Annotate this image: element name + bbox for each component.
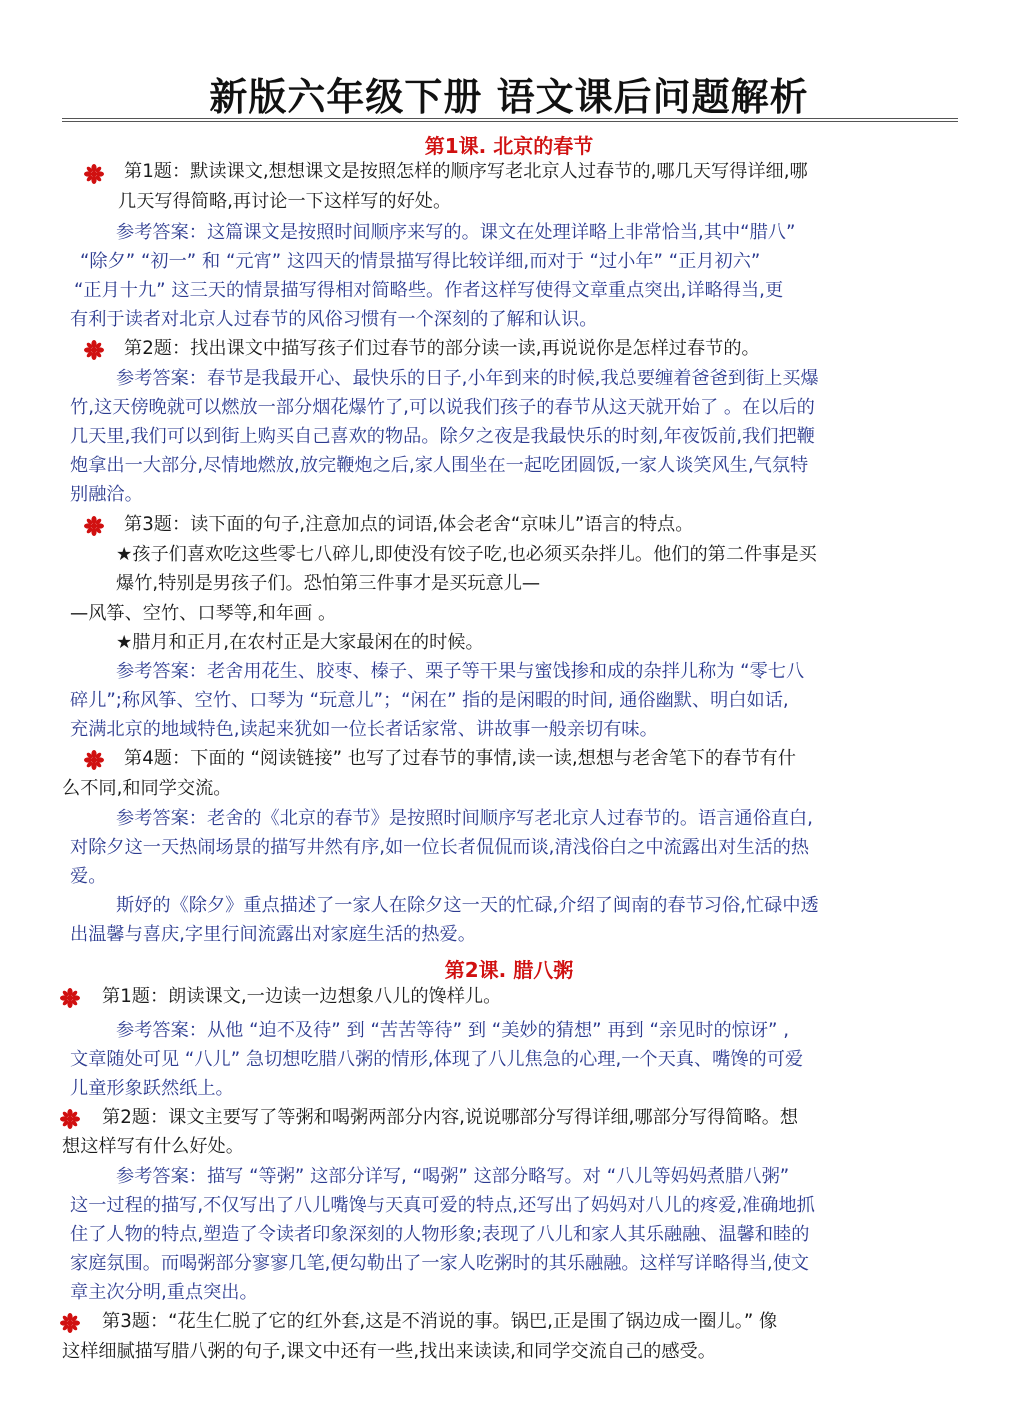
flower-bullet-icon [60, 1313, 80, 1333]
l1-a4-line: 对除夕这一天热闹场景的描写井然有序,如一位长者侃侃而谈,清浅俗白之中流露出对生活的热 [70, 837, 810, 858]
flower-bullet-icon [84, 516, 104, 536]
l2-q3-line: 这样细腻描写腊八粥的句子,课文中还有一些,找出来读读,和同学交流自己的感受。 [62, 1341, 716, 1362]
l1-a4-line: 爱。 [70, 866, 107, 887]
flower-bullet-icon [60, 988, 80, 1008]
l1-q4-line: 第4题：下面的 “阅读链接” 也写了过春节的事情,读一读,想想与老舍笔下的春节有什 [124, 748, 796, 769]
l2-a2-line: 这一过程的描写,不仅写出了八儿嘴馋与天真可爱的特点,还写出了妈妈对八儿的疼爱,准确地抓 [70, 1195, 815, 1216]
l1-a1-line: 有利于读者对北京人过春节的风俗习惯有一个深刻的了解和认识。 [70, 309, 598, 330]
l1-q3-line: 爆竹,特别是男孩子们。恐怕第三件事才是买玩意儿— [116, 573, 541, 594]
l1-a1-line: 参考答案：这篇课文是按照时间顺序来写的。课文在处理详略上非常恰当,其中“腊八” [116, 222, 796, 243]
l2-q2-line: 第2题：课文主要写了等粥和喝粥两部分内容,说说哪部分写得详细,哪部分写得简略。想 [102, 1107, 799, 1128]
l1-q3-line: 第3题：读下面的句子,注意加点的词语,体会老舍“京味儿”语言的特点。 [124, 514, 694, 535]
l1-a2-line: 炮拿出一大部分,尽情地燃放,放完鞭炮之后,家人围坐在一起吃团圆饭,一家人谈笑风生,气氛特 [70, 455, 809, 476]
l1-a3-line: 参考答案：老舍用花生、胶枣、榛子、栗子等干果与蜜饯掺和成的杂拌儿称为 “零七八 [116, 661, 805, 682]
page-title: 新版六年级下册 语文课后问题解析 [209, 74, 809, 119]
l1-a2-line: 几天里,我们可以到街上购买自己喜欢的物品。除夕之夜是我最快乐的时刻,年夜饭前,我们把鞭 [70, 426, 815, 447]
title-divider [62, 118, 958, 122]
l2-a2-line: 家庭氛围。而喝粥部分寥寥几笔,便勾勒出了一家人吃粥时的其乐融融。这样写详略得当,使文 [70, 1253, 810, 1274]
l1-q3-line: ★孩子们喜欢吃这些零七八碎儿,即使没有饺子吃,也必须买杂拌儿。他们的第二件事是买 [116, 544, 817, 565]
l1-q3-line: —风筝、空竹、口琴等,和年画 。 [70, 603, 337, 624]
l2-a1-line: 文章随处可见 “八儿” 急切想吃腊八粥的情形,体现了八儿焦急的心理,一个天真、嘴馋的可爱 [70, 1049, 804, 1070]
l1-a2-line: 竹,这天傍晚就可以燃放一部分烟花爆竹了,可以说我们孩子的春节从这天就开始了 。在以后的 [70, 397, 815, 418]
l1-a2-line: 别融洽。 [70, 484, 143, 505]
l2-a2-line: 参考答案：描写 “等粥” 这部分详写, “喝粥” 这部分略写。对 “八儿等妈妈煮腊八粥” [116, 1166, 790, 1187]
l2-a2-line: 章主次分明,重点突出。 [70, 1282, 258, 1303]
flower-bullet-icon [84, 750, 104, 770]
l1-a4-line: 斯妤的《除夕》重点描述了一家人在除夕这一天的忙碌,介绍了闽南的春节习俗,忙碌中透 [116, 895, 819, 916]
l1-a2-line: 参考答案：春节是我最开心、最快乐的日子,小年到来的时候,我总要缠着爸爸到街上买爆 [116, 368, 819, 389]
l1-a4-line: 出温馨与喜庆,字里行间流露出对家庭生活的热爱。 [70, 924, 476, 945]
l2-a1-line: 参考答案：从他 “迫不及待” 到 “苦苦等待” 到 “美妙的猜想” 再到 “亲见时的惊讶” , [116, 1020, 790, 1041]
l1-a3-line: 碎儿”;称风筝、空竹、口琴为 “玩意儿”；“闲在” 指的是闲暇的时间, 通俗幽默、明白如话, [70, 690, 789, 711]
l1-q1-line: 几天写得简略,再讨论一下这样写的好处。 [118, 191, 452, 212]
l1-a1-line: “正月十九” 这三天的情景描写得相对简略些。作者这样写使得文章重点突出,详略得当,更 [74, 280, 784, 301]
l2-a2-line: 住了人物的特点,塑造了令读者印象深刻的人物形象;表现了八儿和家人其乐融融、温馨和睦的 [70, 1224, 810, 1245]
flower-bullet-icon [84, 340, 104, 360]
flower-bullet-icon [84, 164, 104, 184]
lesson-2-heading: 第2课. 腊八粥 [444, 958, 574, 982]
l1-q3-line: ★腊月和正月,在农村正是大家最闲在的时候。 [116, 632, 484, 653]
l1-q1-line: 第1题：默读课文,想想课文是按照怎样的顺序写老北京人过春节的,哪几天写得详细,哪 [124, 161, 808, 182]
l1-a1-line: “除夕” “初一” 和 “元宵” 这四天的情景描写得比较详细,而对于 “过小年” “正月初六” [80, 251, 761, 272]
l1-q4-line: 么不同,和同学交流。 [62, 778, 232, 799]
l2-a1-line: 儿童形象跃然纸上。 [70, 1078, 234, 1099]
l1-a3-line: 充满北京的地域特色,读起来犹如一位长者话家常、讲故事一般亲切有味。 [70, 719, 658, 740]
l1-q2-line: 第2题：找出课文中描写孩子们过春节的部分读一读,再说说你是怎样过春节的。 [124, 338, 760, 359]
flower-bullet-icon [60, 1109, 80, 1129]
l2-q1-line: 第1题：朗读课文,一边读一边想象八儿的馋样儿。 [102, 986, 502, 1007]
l2-q2-line: 想这样写有什么好处。 [62, 1136, 244, 1157]
lesson-1-heading: 第1课. 北京的春节 [424, 134, 594, 158]
l1-a4-line: 参考答案：老舍的《北京的春节》是按照时间顺序写老北京人过春节的。语言通俗直白, [116, 808, 813, 829]
l2-q3-line: 第3题：“花生仁脱了它的红外套,这是不消说的事。锅巴,正是围了锅边成一圈儿。” 像 [102, 1311, 778, 1332]
